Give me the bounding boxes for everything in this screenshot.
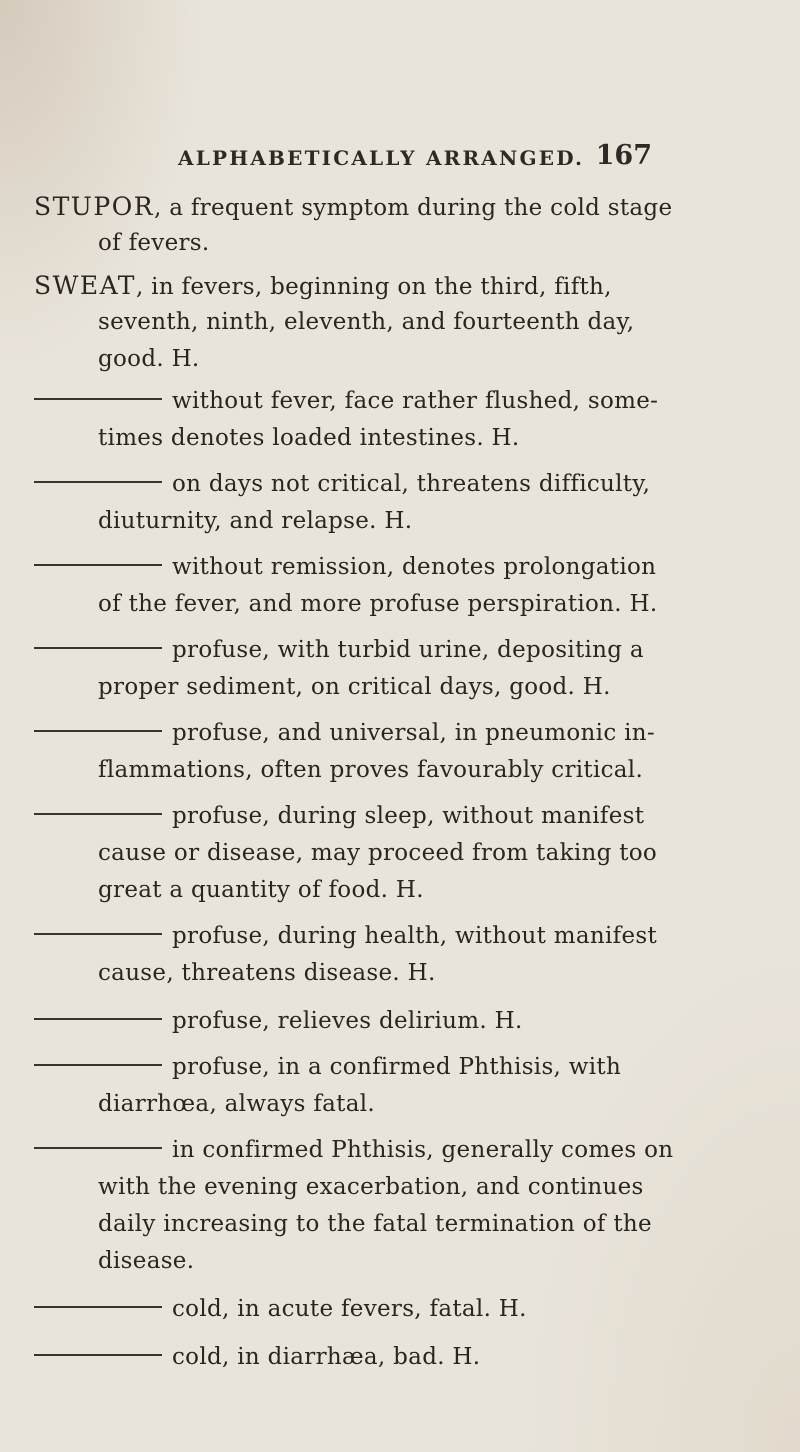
dictionary-entry — [34, 918, 750, 992]
entry-text: diuturnity, and relapse. H. — [98, 508, 413, 534]
entry-line — [34, 872, 750, 909]
entry-line — [34, 304, 750, 341]
dictionary-entry — [34, 1003, 750, 1040]
entry-line — [34, 1206, 750, 1243]
ditto-dash — [34, 1064, 162, 1066]
entry-line — [34, 341, 750, 378]
entry-text: profuse, in a confirmed Phthisis, with — [172, 1054, 622, 1080]
entry-text: profuse, relieves delirium. H. — [172, 1008, 523, 1034]
ditto-dash — [34, 1018, 162, 1020]
entry-line — [34, 503, 750, 540]
entry-text: proper sediment, on critical days, good. H. — [98, 674, 611, 700]
entry-line — [34, 225, 750, 262]
dictionary-entry — [34, 632, 750, 706]
entry-line — [34, 383, 750, 420]
entry-text: great a quantity of food. H. — [98, 877, 424, 903]
entry-line — [34, 752, 750, 789]
dictionary-entry — [34, 1291, 750, 1328]
dictionary-entry — [34, 549, 750, 623]
entry-line — [34, 188, 750, 225]
ditto-dash — [34, 481, 162, 483]
entry-line — [34, 715, 750, 752]
entry-text: times denotes loaded intestines. H. — [98, 425, 520, 451]
dictionary-entry — [34, 1132, 750, 1280]
page-header — [178, 140, 652, 174]
entry-line — [34, 466, 750, 503]
entry-line — [34, 1049, 750, 1086]
entry-line — [34, 420, 750, 457]
entry-text: in confirmed Phthisis, generally comes on — [172, 1137, 674, 1163]
entry-line — [34, 1132, 750, 1169]
entry-text: of fevers. — [98, 230, 210, 256]
entry-line — [34, 955, 750, 992]
entry-text: , a frequent symptom during the cold stage — [154, 195, 673, 221]
entry-line — [34, 1003, 750, 1040]
ditto-dash — [34, 1306, 162, 1308]
entry-line — [34, 267, 750, 304]
dictionary-entry — [34, 188, 750, 262]
entry-line — [34, 798, 750, 835]
entry-text: with the evening exacerbation, and continues — [98, 1174, 644, 1200]
entry-text: of the fever, and more profuse perspiration. H. — [98, 591, 658, 617]
entry-text: cause, threatens disease. H. — [98, 960, 436, 986]
entry-text: daily increasing to the fatal termination of the — [98, 1211, 652, 1237]
entry-line — [34, 632, 750, 669]
ditto-dash — [34, 564, 162, 566]
entry-text: profuse, during sleep, without manifest — [172, 803, 645, 829]
dictionary-entry — [34, 1049, 750, 1123]
ditto-dash — [34, 647, 162, 649]
entry-text: profuse, with turbid urine, depositing a — [172, 637, 644, 663]
page-number: 167 — [595, 140, 652, 171]
running-head: ALPHABETICALLY ARRANGED. — [178, 146, 585, 170]
ditto-dash — [34, 398, 162, 400]
entry-text: good. H. — [98, 346, 200, 372]
dictionary-entry — [34, 267, 750, 378]
ditto-dash — [34, 1354, 162, 1356]
entry-line — [34, 1243, 750, 1280]
entry-text: , in fevers, beginning on the third, fifth, — [135, 274, 612, 300]
entry-line — [34, 669, 750, 706]
entry-line — [34, 835, 750, 872]
entry-text: disease. — [98, 1248, 195, 1274]
entry-line — [34, 918, 750, 955]
ditto-dash — [34, 1147, 162, 1149]
headword: STUPOR — [34, 192, 155, 221]
entry-text: profuse, and universal, in pneumonic in- — [172, 720, 655, 746]
ditto-dash — [34, 933, 162, 935]
entry-line — [34, 1169, 750, 1206]
entry-line — [34, 1086, 750, 1123]
entry-text: on days not critical, threatens difficulty, — [172, 471, 651, 497]
dictionary-entry — [34, 466, 750, 540]
dictionary-entry — [34, 715, 750, 789]
entry-text: profuse, during health, without manifest — [172, 923, 658, 949]
entry-text: cause or disease, may proceed from taking too — [98, 840, 658, 866]
dictionary-entry — [34, 383, 750, 457]
entry-text: cold, in acute fevers, fatal. H. — [172, 1296, 527, 1322]
entry-text: diarrhœa, always fatal. — [98, 1091, 375, 1117]
ditto-dash — [34, 730, 162, 732]
entry-line — [34, 549, 750, 586]
entry-line — [34, 1339, 750, 1376]
headword: SWEAT — [34, 271, 136, 300]
dictionary-entry — [34, 1339, 750, 1376]
entry-text: seventh, ninth, eleventh, and fourteenth day, — [98, 309, 635, 335]
entry-text: without remission, denotes prolongation — [172, 554, 657, 580]
entry-line — [34, 1291, 750, 1328]
entry-line — [34, 586, 750, 623]
entry-text: without fever, face rather flushed, some- — [172, 388, 659, 414]
dictionary-entry — [34, 798, 750, 909]
ditto-dash — [34, 813, 162, 815]
entry-text: cold, in diarrhæa, bad. H. — [172, 1344, 481, 1370]
entry-text: flammations, often proves favourably critical. — [98, 757, 644, 783]
